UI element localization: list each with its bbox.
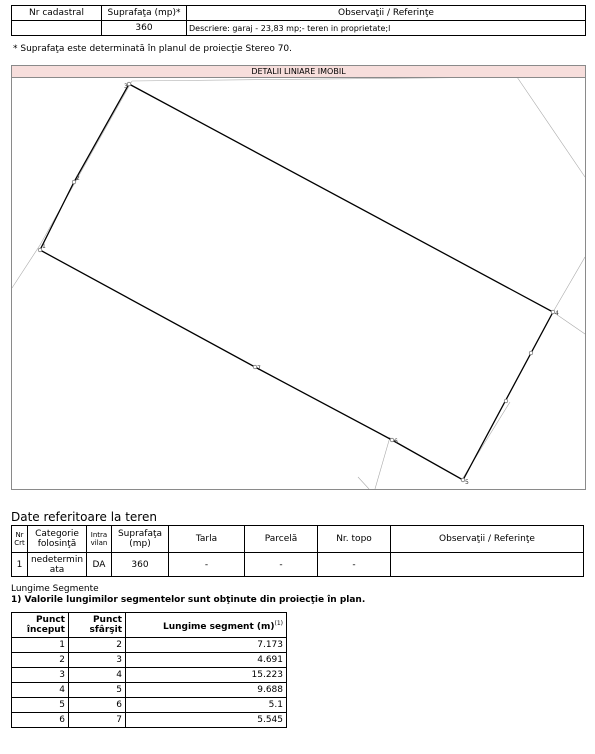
segment-row [12, 653, 287, 668]
segment-length: 7.173 [126, 638, 287, 653]
segment-end: 6 [69, 698, 126, 713]
teren-table [11, 525, 584, 577]
segment-start: 2 [12, 653, 69, 668]
value-intravilan: DA [87, 553, 112, 577]
value-nr-cadastral [12, 21, 102, 36]
header-punct-inceput: Punct început [12, 613, 69, 638]
plan-box [11, 65, 586, 490]
header-observatii-teren: Observaţii / Referinţe [391, 526, 584, 553]
segment-start: 1 [12, 638, 69, 653]
value-categorie: nedeterminata [28, 553, 87, 577]
plan-title: DETALII LINIARE IMOBIL [12, 66, 585, 78]
segments-title: Lungime Segmente [11, 584, 99, 594]
segments-table [11, 612, 287, 728]
segment-row [12, 683, 287, 698]
point-label-5: 5 [465, 479, 469, 486]
value-nr-topo: - [318, 553, 391, 577]
header-categorie: Categorie folosinţă [28, 526, 87, 553]
segment-start: 6 [12, 713, 69, 728]
value-parcela: - [245, 553, 318, 577]
point-label-6: 6 [394, 438, 398, 445]
point-label-2: 2 [76, 175, 80, 182]
point-label-7: 7 [257, 365, 261, 372]
header-lungime-footnote: (1) [274, 619, 283, 627]
header-intravilan: Intra vilan [87, 526, 112, 553]
segment-start: 4 [12, 683, 69, 698]
header-suprafata-teren: Suprafaţa (mp) [112, 526, 169, 553]
section-title-teren: Date referitoare la teren [11, 510, 157, 524]
header-lungime-label: Lungime segment (m) [162, 621, 275, 632]
point-label-1: 1 [42, 243, 46, 250]
cadastral-table [11, 5, 586, 36]
parcel-outline [40, 84, 553, 480]
header-lungime [126, 613, 287, 638]
segment-start: 5 [12, 698, 69, 713]
header-observatii: Observaţii / Referinţe [187, 6, 586, 21]
value-observatii: Descriere: garaj - 23,83 mp;- teren in proprietate;l [187, 21, 586, 36]
value-tarla: - [169, 553, 245, 577]
header-suprafata: Suprafaţa (mp)* [102, 6, 187, 21]
segment-start: 3 [12, 668, 69, 683]
segment-length: 5.1 [126, 698, 287, 713]
header-tarla: Tarla [169, 526, 245, 553]
point-label-3: 3 [124, 83, 128, 90]
header-nr-crt: Nr Crt [12, 526, 28, 553]
point-label-4: 4 [555, 310, 559, 317]
value-observatii-teren [391, 553, 584, 577]
header-nr-topo: Nr. topo [318, 526, 391, 553]
header-parcela: Parcelă [245, 526, 318, 553]
header-nr-cadastral: Nr cadastral [12, 6, 102, 21]
segment-length: 9.688 [126, 683, 287, 698]
segment-row [12, 668, 287, 683]
segment-row [12, 698, 287, 713]
segments-subtitle: 1) Valorile lungimilor segmentelor sunt obţinute din proiecţie în plan. [11, 595, 366, 605]
stereo70-note: * Suprafaţa este determinată în planul de proiecţie Stereo 70. [13, 44, 293, 54]
segments-heading [11, 584, 365, 606]
value-suprafata: 360 [102, 21, 187, 36]
value-suprafata-teren: 360 [112, 553, 169, 577]
vertex-markers [38, 82, 555, 482]
value-nr-crt: 1 [12, 553, 28, 577]
segment-length: 5.545 [126, 713, 287, 728]
segment-length: 4.691 [126, 653, 287, 668]
parcel-plan-drawing [12, 66, 585, 489]
segment-end: 7 [69, 713, 126, 728]
segment-row [12, 638, 287, 653]
segment-row [12, 713, 287, 728]
segment-end: 2 [69, 638, 126, 653]
segment-end: 5 [69, 683, 126, 698]
segment-end: 3 [69, 653, 126, 668]
segment-end: 4 [69, 668, 126, 683]
segment-length: 15.223 [126, 668, 287, 683]
header-punct-sfarsit: Punct sfârşit [69, 613, 126, 638]
